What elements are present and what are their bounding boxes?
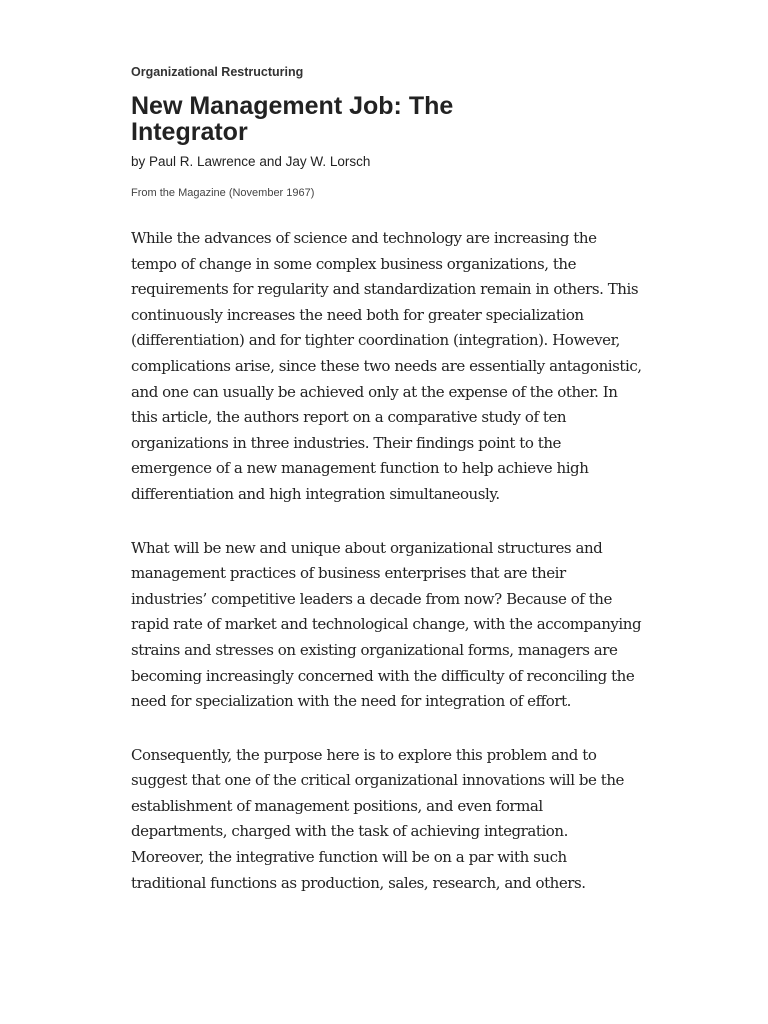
- article-title: New Management Job: The Integrator: [131, 92, 454, 146]
- body-paragraph: What will be new and unique about organizational structures and management practices of business enterprises that are their industries’ competitive leaders a decade from now? Because of the rapid rate of market and technological change, with the accompanying strains and stresses on existing organizational forms, managers are becoming increasingly concerned with the difficulty of reconciling the need for specialization with the need for integration of effort.: [131, 538, 642, 711]
- article-body: [131, 226, 643, 896]
- article-summary-paragraph: While the advances of science and technology are increasing the tempo of change in some complex business organizations, the requirements for regularity and standardization remain in others. This continuously increases the need both for greater specialization (differentiation) and for tighter coordination (integration). However, complications arise, since these two needs are essentially antagonistic, and one can usually be achieved only at the expense of the other. In this article, the authors report on a comparative study of ten organizations in three industries. Their findings point to the emergence of a new management function to help achieve high differentiation and high integration simultaneously.: [131, 229, 642, 503]
- publication-source: From the Magazine (November 1967): [131, 187, 315, 199]
- author-byline: by Paul R. Lawrence and Jay W. Lorsch: [131, 154, 371, 169]
- body-paragraph: Consequently, the purpose here is to explore this problem and to suggest that one of the critical organizational innovations will be the establishment of management positions, and even formal departments, charged with the task of achieving integration. Moreover, the integrative function will be on a par with such traditional functions as production, sales, research, and others.: [131, 745, 624, 892]
- article: [131, 60, 643, 924]
- topic-link[interactable]: Organizational Restructuring: [131, 65, 304, 79]
